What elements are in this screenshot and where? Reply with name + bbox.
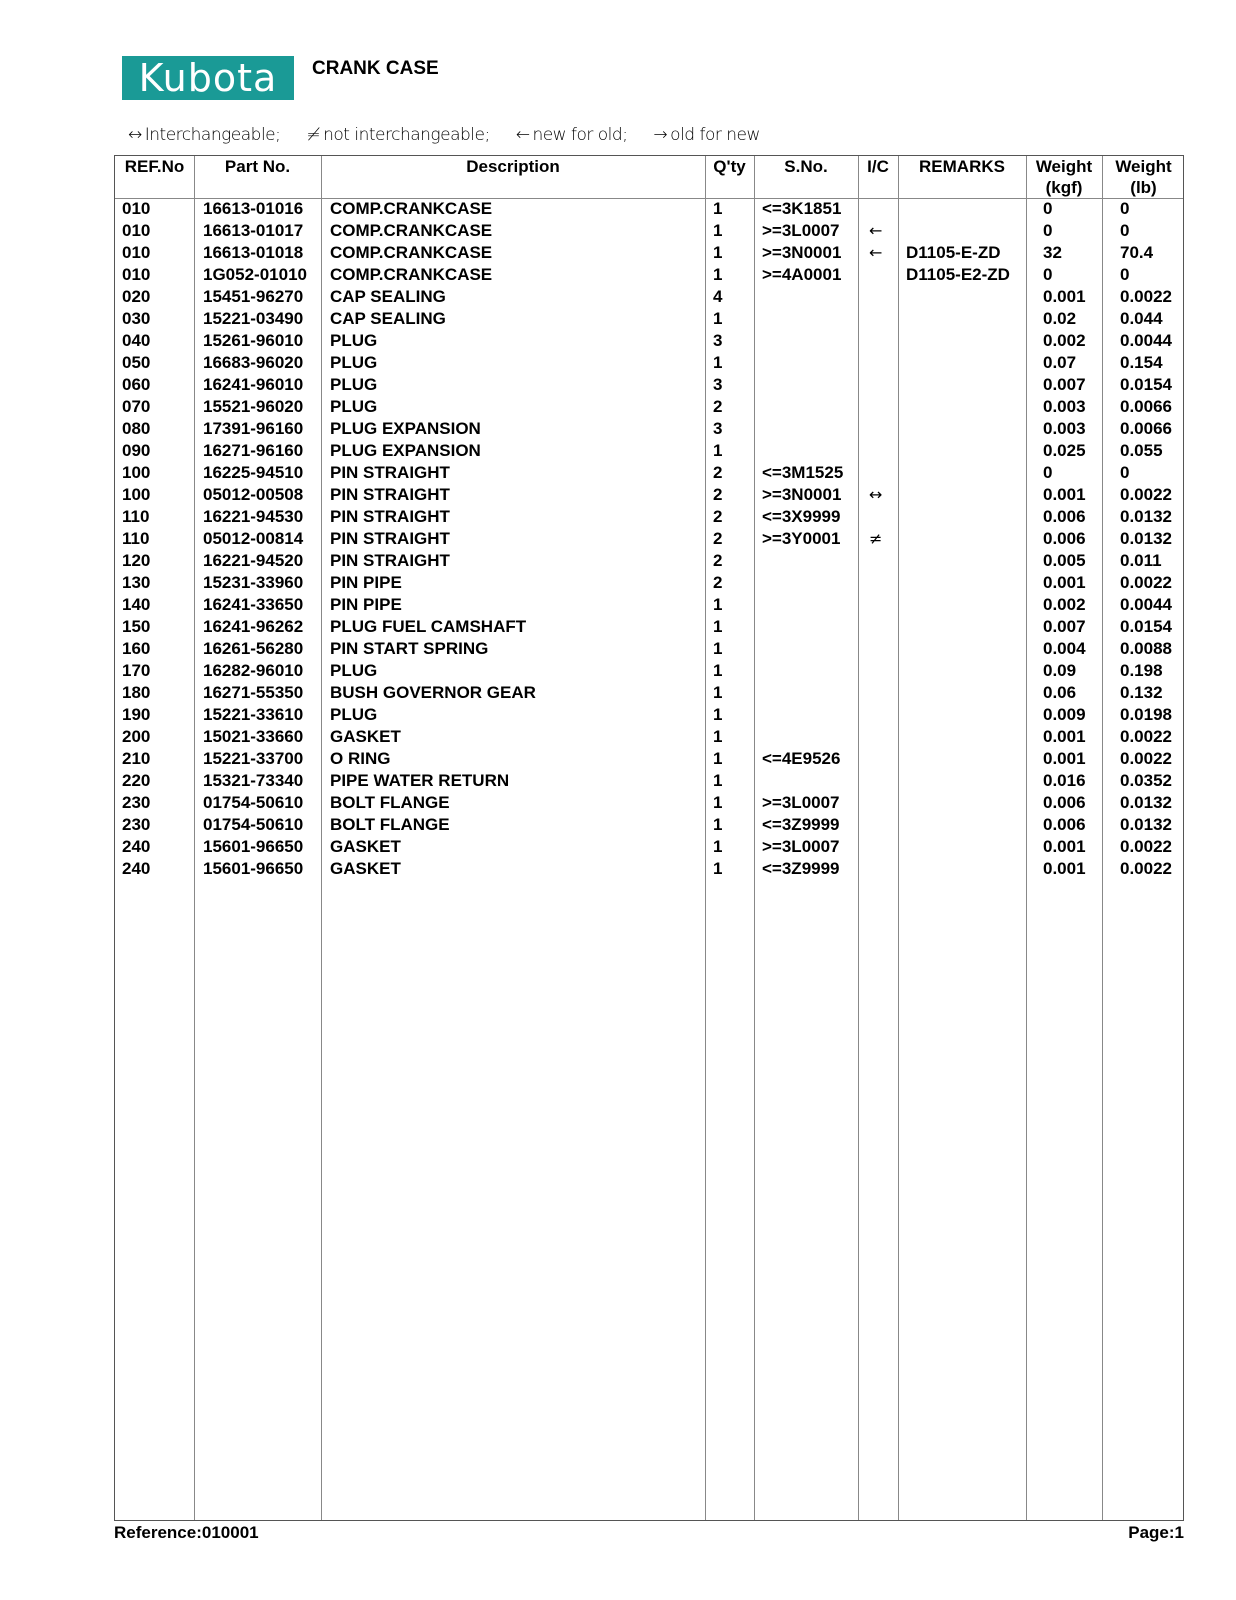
cell-weight-lb: 0.0132 — [1120, 507, 1172, 526]
cell-sno: <=3K1851 — [762, 199, 842, 218]
cell-ic: ↔ — [869, 485, 883, 504]
cell-description: O RING — [330, 749, 391, 768]
cell-weight-kgf: 0.002 — [1043, 595, 1086, 614]
cell-ref: 230 — [122, 793, 151, 812]
cell-description: PLUG — [330, 375, 378, 394]
cell-ref: 010 — [122, 199, 151, 218]
cell-qty: 2 — [713, 529, 723, 548]
not-equal-icon: ≠ — [306, 125, 321, 145]
table-row — [115, 220, 1183, 242]
cell-description: PIN PIPE — [330, 595, 402, 614]
cell-description: PLUG — [330, 353, 378, 372]
cell-qty: 1 — [713, 441, 723, 460]
table-row — [115, 198, 1183, 220]
cell-description: PIPE WATER RETURN — [330, 771, 510, 790]
cell-qty: 1 — [713, 661, 723, 680]
cell-sno: >=3N0001 — [762, 485, 842, 504]
cell-description: CAP SEALING — [330, 309, 446, 328]
cell-weight-kgf: 0.001 — [1043, 727, 1086, 746]
cell-ref: 010 — [122, 243, 151, 262]
cell-qty: 1 — [713, 859, 723, 878]
cell-part-no: 16241-33650 — [203, 595, 304, 614]
cell-part-no: 15601-96650 — [203, 837, 304, 856]
cell-ic: ← — [869, 243, 883, 262]
table-row — [115, 792, 1183, 814]
table-row — [115, 638, 1183, 660]
cell-qty: 1 — [713, 265, 723, 284]
cell-weight-kgf: 0.004 — [1043, 639, 1086, 658]
cell-ref: 180 — [122, 683, 151, 702]
cell-weight-lb: 0 — [1120, 265, 1130, 284]
cell-part-no: 01754-50610 — [203, 793, 304, 812]
cell-weight-lb: 0.0022 — [1120, 749, 1172, 768]
cell-sno: <=3X9999 — [762, 507, 841, 526]
header-weight-kgf-line2: (kgf) — [1045, 178, 1083, 197]
cell-weight-lb: 70.4 — [1120, 243, 1154, 262]
cell-part-no: 16241-96010 — [203, 375, 304, 394]
cell-weight-kgf: 0.009 — [1043, 705, 1086, 724]
page-title: CRANK CASE — [312, 58, 439, 79]
cell-qty: 2 — [713, 551, 723, 570]
cell-ref: 010 — [122, 265, 151, 284]
cell-weight-lb: 0.055 — [1120, 441, 1163, 460]
cell-weight-kgf: 0.001 — [1043, 485, 1086, 504]
cell-ref: 220 — [122, 771, 151, 790]
header-ic: I/C — [867, 157, 889, 176]
table-row — [115, 396, 1183, 418]
cell-weight-lb: 0.0022 — [1120, 573, 1172, 592]
parts-table — [114, 155, 1184, 1521]
cell-part-no: 15221-33610 — [203, 705, 304, 724]
table-row — [115, 770, 1183, 792]
cell-part-no: 15601-96650 — [203, 859, 304, 878]
cell-qty: 1 — [713, 639, 723, 658]
cell-weight-lb: 0.0154 — [1120, 617, 1172, 636]
cell-description: PLUG — [330, 661, 378, 680]
cell-qty: 2 — [713, 485, 723, 504]
cell-qty: 1 — [713, 221, 723, 240]
cell-description: COMP.CRANKCASE — [330, 243, 493, 262]
cell-part-no: 16613-01016 — [203, 199, 304, 218]
cell-description: PLUG — [330, 331, 378, 350]
cell-weight-lb: 0.0352 — [1120, 771, 1172, 790]
cell-description: PIN STRAIGHT — [330, 463, 450, 482]
cell-description: PIN START SPRING — [330, 639, 489, 658]
cell-weight-kgf: 0.002 — [1043, 331, 1086, 350]
cell-weight-kgf: 0.006 — [1043, 815, 1086, 834]
cell-qty: 3 — [713, 375, 723, 394]
header-weight-lb-line2: (lb) — [1130, 178, 1157, 197]
table-row — [115, 572, 1183, 594]
cell-part-no: 16241-96262 — [203, 617, 304, 636]
cell-weight-kgf: 0 — [1043, 463, 1053, 482]
cell-ref: 100 — [122, 463, 151, 482]
page-number: Page:1 — [1128, 1523, 1184, 1542]
cell-description: PLUG EXPANSION — [330, 441, 481, 460]
cell-weight-kgf: 0.06 — [1043, 683, 1077, 702]
cell-weight-lb: 0 — [1120, 221, 1130, 240]
table-row — [115, 836, 1183, 858]
cell-weight-kgf: 0.007 — [1043, 617, 1086, 636]
cell-ref: 160 — [122, 639, 151, 658]
table-body — [115, 198, 1183, 880]
cell-weight-kgf: 0.07 — [1043, 353, 1077, 372]
cell-weight-kgf: 0.016 — [1043, 771, 1086, 790]
cell-ref: 070 — [122, 397, 151, 416]
cell-qty: 1 — [713, 771, 723, 790]
table-row — [115, 814, 1183, 836]
cell-ref: 040 — [122, 331, 151, 350]
table-row — [115, 264, 1183, 286]
cell-qty: 2 — [713, 507, 723, 526]
cell-part-no: 16225-94510 — [203, 463, 304, 482]
cell-part-no: 16221-94530 — [203, 507, 304, 526]
table-row — [115, 726, 1183, 748]
cell-ref: 060 — [122, 375, 151, 394]
cell-weight-lb: 0 — [1120, 199, 1130, 218]
cell-sno: >=3L0007 — [762, 793, 840, 812]
cell-sno: >=3Y0001 — [762, 529, 841, 548]
table-row — [115, 594, 1183, 616]
legend-text: not interchangeable; — [323, 125, 490, 145]
cell-part-no: 15451-96270 — [203, 287, 304, 306]
cell-part-no: 16613-01018 — [203, 243, 304, 262]
legend — [128, 125, 760, 145]
cell-weight-kgf: 0.02 — [1043, 309, 1077, 328]
cell-part-no: 16261-56280 — [203, 639, 304, 658]
cell-qty: 1 — [713, 353, 723, 372]
cell-weight-kgf: 0.001 — [1043, 859, 1086, 878]
cell-qty: 1 — [713, 199, 723, 218]
cell-ic: ← — [869, 221, 883, 240]
cell-ref: 090 — [122, 441, 151, 460]
cell-part-no: 16683-96020 — [203, 353, 304, 372]
legend-text: Interchangeable; — [144, 125, 281, 145]
cell-weight-kgf: 32 — [1043, 243, 1062, 262]
cell-description: PLUG FUEL CAMSHAFT — [330, 617, 527, 636]
header-weight-lb — [1102, 156, 1185, 198]
table-row — [115, 660, 1183, 682]
cell-description: BOLT FLANGE — [330, 815, 450, 834]
cell-weight-lb: 0.0022 — [1120, 859, 1172, 878]
cell-part-no: 1G052-01010 — [203, 265, 307, 284]
legend-item-new-for-old — [516, 125, 628, 145]
legend-item-interchangeable — [128, 125, 280, 145]
cell-ref: 140 — [122, 595, 151, 614]
cell-qty: 1 — [713, 683, 723, 702]
cell-ic: ≠ — [869, 529, 883, 548]
cell-qty: 1 — [713, 749, 723, 768]
header-sno: S.No. — [784, 157, 828, 176]
cell-weight-kgf: 0.001 — [1043, 749, 1086, 768]
cell-part-no: 05012-00814 — [203, 529, 304, 548]
cell-weight-lb: 0.011 — [1120, 551, 1162, 570]
cell-part-no: 15231-33960 — [203, 573, 304, 592]
cell-description: GASKET — [330, 859, 401, 878]
cell-qty: 3 — [713, 419, 723, 438]
table-row — [115, 484, 1183, 506]
cell-sno: >=3N0001 — [762, 243, 842, 262]
cell-weight-kgf: 0.09 — [1043, 661, 1077, 680]
cell-sno: <=4E9526 — [762, 749, 841, 768]
interchangeable-icon: ↔ — [128, 125, 142, 145]
cell-ref: 150 — [122, 617, 151, 636]
header-weight-lb-line1: Weight — [1115, 157, 1172, 176]
cell-weight-lb: 0.0044 — [1120, 331, 1172, 350]
cell-weight-kgf: 0.001 — [1043, 573, 1086, 592]
cell-weight-kgf: 0 — [1043, 199, 1053, 218]
cell-weight-lb: 0.0066 — [1120, 419, 1172, 438]
legend-item-old-for-new — [653, 125, 760, 145]
table-row — [115, 616, 1183, 638]
cell-description: PLUG — [330, 705, 378, 724]
cell-description: PIN STRAIGHT — [330, 551, 450, 570]
table-row — [115, 550, 1183, 572]
cell-qty: 1 — [713, 705, 723, 724]
cell-ref: 030 — [122, 309, 151, 328]
cell-weight-kgf: 0.003 — [1043, 397, 1086, 416]
cell-qty: 1 — [713, 595, 723, 614]
header-description: Description — [466, 157, 560, 176]
cell-sno: <=3M1525 — [762, 463, 844, 482]
cell-ref: 130 — [122, 573, 151, 592]
cell-sno: <=3Z9999 — [762, 815, 840, 834]
cell-sno: >=3L0007 — [762, 837, 840, 856]
cell-weight-lb: 0.0022 — [1120, 727, 1172, 746]
cell-weight-lb: 0.0132 — [1120, 529, 1172, 548]
table-row — [115, 308, 1183, 330]
header-weight-kgf-line1: Weight — [1035, 157, 1093, 176]
cell-description: BUSH GOVERNOR GEAR — [330, 683, 536, 702]
cell-part-no: 17391-96160 — [203, 419, 304, 438]
cell-qty: 3 — [713, 331, 723, 350]
kubota-logo: Kubota — [122, 56, 294, 100]
cell-weight-kgf: 0.006 — [1043, 529, 1086, 548]
cell-weight-lb: 0.0022 — [1120, 485, 1172, 504]
table-row — [115, 330, 1183, 352]
legend-text: new for old; — [532, 125, 628, 145]
header-part-no: Part No. — [224, 157, 291, 176]
cell-qty: 1 — [713, 815, 723, 834]
legend-text: old for new — [670, 125, 760, 145]
cell-weight-lb: 0.0198 — [1120, 705, 1172, 724]
cell-description: BOLT FLANGE — [330, 793, 450, 812]
cell-qty: 1 — [713, 727, 723, 746]
cell-weight-lb: 0.0132 — [1120, 793, 1172, 812]
cell-weight-kgf: 0.003 — [1043, 419, 1086, 438]
header-remarks: REMARKS — [919, 157, 1005, 176]
cell-part-no: 16221-94520 — [203, 551, 304, 570]
cell-description: GASKET — [330, 837, 401, 856]
cell-weight-lb: 0.132 — [1120, 683, 1163, 702]
cell-part-no: 15521-96020 — [203, 397, 304, 416]
cell-weight-kgf: 0.006 — [1043, 793, 1086, 812]
cell-part-no: 15261-96010 — [203, 331, 304, 350]
cell-part-no: 16271-96160 — [203, 441, 304, 460]
cell-ref: 010 — [122, 221, 151, 240]
cell-part-no: 16271-55350 — [203, 683, 304, 702]
cell-weight-kgf: 0.005 — [1043, 551, 1086, 570]
cell-part-no: 16282-96010 — [203, 661, 304, 680]
header-weight-kgf — [1026, 156, 1102, 198]
table-row — [115, 440, 1183, 462]
cell-qty: 2 — [713, 463, 723, 482]
cell-description: CAP SEALING — [330, 287, 446, 306]
legend-item-not-interchangeable — [306, 125, 489, 145]
table-row — [115, 506, 1183, 528]
cell-description: COMP.CRANKCASE — [330, 265, 493, 284]
cell-part-no: 05012-00508 — [203, 485, 304, 504]
cell-remarks: D1105-E-ZD — [906, 243, 1001, 262]
cell-weight-lb: 0.0022 — [1120, 287, 1172, 306]
table-row — [115, 418, 1183, 440]
cell-description: GASKET — [330, 727, 401, 746]
cell-qty: 1 — [713, 617, 723, 636]
cell-weight-lb: 0.044 — [1120, 309, 1163, 328]
cell-description: PLUG EXPANSION — [330, 419, 481, 438]
cell-weight-lb: 0.0022 — [1120, 837, 1172, 856]
cell-ref: 170 — [122, 661, 151, 680]
cell-ref: 210 — [122, 749, 151, 768]
cell-ref: 120 — [122, 551, 151, 570]
cell-weight-kgf: 0.001 — [1043, 837, 1086, 856]
cell-part-no: 16613-01017 — [203, 221, 304, 240]
cell-ref: 200 — [122, 727, 151, 746]
cell-ref: 110 — [122, 507, 150, 526]
cell-weight-lb: 0.0088 — [1120, 639, 1172, 658]
cell-weight-kgf: 0.006 — [1043, 507, 1086, 526]
cell-ref: 190 — [122, 705, 151, 724]
cell-ref: 230 — [122, 815, 151, 834]
table-row — [115, 748, 1183, 770]
cell-ref: 080 — [122, 419, 151, 438]
cell-weight-lb: 0.0154 — [1120, 375, 1172, 394]
cell-part-no: 01754-50610 — [203, 815, 304, 834]
table-row — [115, 462, 1183, 484]
table-row — [115, 374, 1183, 396]
table-row — [115, 858, 1183, 880]
cell-qty: 2 — [713, 397, 723, 416]
table-row — [115, 242, 1183, 264]
table-row — [115, 528, 1183, 550]
header-ref: REF.No — [124, 157, 185, 176]
table-row — [115, 352, 1183, 374]
cell-description: PIN STRAIGHT — [330, 507, 450, 526]
cell-weight-lb: 0.198 — [1120, 661, 1163, 680]
cell-ref: 020 — [122, 287, 151, 306]
cell-qty: 1 — [713, 243, 723, 262]
cell-part-no: 15221-03490 — [203, 309, 304, 328]
cell-ref: 240 — [122, 859, 151, 878]
cell-weight-lb: 0.0066 — [1120, 397, 1172, 416]
cell-weight-kgf: 0 — [1043, 221, 1053, 240]
cell-sno: <=3Z9999 — [762, 859, 840, 878]
cell-qty: 1 — [713, 309, 723, 328]
cell-part-no: 15221-33700 — [203, 749, 304, 768]
cell-qty: 4 — [713, 287, 723, 306]
arrow-right-icon: → — [653, 125, 668, 145]
cell-part-no: 15321-73340 — [203, 771, 304, 790]
cell-description: COMP.CRANKCASE — [330, 221, 493, 240]
cell-weight-lb: 0 — [1120, 463, 1130, 482]
table-row — [115, 682, 1183, 704]
table-row — [115, 286, 1183, 308]
cell-description: PIN STRAIGHT — [330, 529, 450, 548]
cell-weight-kgf: 0.001 — [1043, 287, 1086, 306]
cell-sno: >=3L0007 — [762, 221, 840, 240]
arrow-left-icon: ← — [515, 125, 530, 145]
cell-weight-kgf: 0 — [1043, 265, 1053, 284]
cell-qty: 1 — [713, 793, 723, 812]
cell-ref: 100 — [122, 485, 151, 504]
cell-ref: 050 — [122, 353, 151, 372]
cell-weight-lb: 0.0044 — [1120, 595, 1172, 614]
header-qty: Q'ty — [713, 157, 746, 176]
cell-description: PIN STRAIGHT — [330, 485, 450, 504]
table-row — [115, 704, 1183, 726]
cell-weight-kgf: 0.007 — [1043, 375, 1086, 394]
cell-description: PLUG — [330, 397, 378, 416]
cell-qty: 1 — [713, 837, 723, 856]
reference-number: Reference:010001 — [114, 1523, 259, 1542]
cell-ref: 240 — [122, 837, 151, 856]
cell-ref: 110 — [122, 529, 150, 548]
cell-remarks: D1105-E2-ZD — [906, 265, 1010, 284]
cell-weight-lb: 0.154 — [1120, 353, 1163, 372]
cell-description: COMP.CRANKCASE — [330, 199, 493, 218]
cell-weight-lb: 0.0132 — [1120, 815, 1172, 834]
cell-part-no: 15021-33660 — [203, 727, 304, 746]
cell-description: PIN PIPE — [330, 573, 402, 592]
cell-sno: >=4A0001 — [762, 265, 842, 284]
cell-qty: 2 — [713, 573, 723, 592]
cell-weight-kgf: 0.025 — [1043, 441, 1086, 460]
